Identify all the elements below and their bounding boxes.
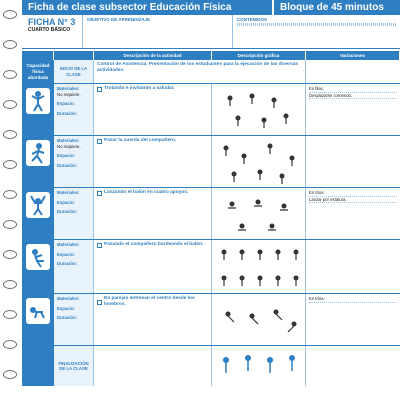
activity-variants <box>306 346 400 386</box>
checkbox-icon[interactable] <box>97 191 102 196</box>
objective-label: OBJETIVO DE APRENDIZAJE <box>87 17 151 22</box>
activity-graphic <box>212 240 306 293</box>
capacity-label: Capacidad física abordada <box>22 60 54 83</box>
ficha-course: CUARTO BÁSICO <box>28 27 71 33</box>
stage-cell <box>22 240 54 293</box>
page-title: Ficha de clase subsector Educación Física <box>28 2 232 13</box>
activity-meta: Materiales: Espacio: Duración: <box>54 294 94 345</box>
activity-row <box>22 294 400 346</box>
running-figure-icon <box>26 140 50 166</box>
binding-ring <box>3 340 17 349</box>
binding-ring <box>3 10 17 19</box>
title-bar <box>22 0 400 15</box>
activity-row <box>22 84 400 136</box>
content-item <box>237 25 396 26</box>
stage-cell <box>22 188 54 239</box>
variant-item: En filas. <box>309 86 397 93</box>
binding-ring <box>3 70 17 79</box>
activity-graphic <box>212 136 306 187</box>
binding-ring <box>3 40 17 49</box>
worksheet <box>22 0 400 400</box>
column-header-graphic: Descripción gráfica <box>212 51 306 60</box>
column-header-variants: Variaciones <box>306 51 400 60</box>
activity-title: Pasar la cuerda del compañero. <box>104 138 177 143</box>
activity-row-end <box>22 346 400 386</box>
activity-description <box>94 294 212 345</box>
activity-variants <box>306 84 400 135</box>
activity-meta: Materiales: No requiere. Espacio: Duración: <box>54 84 94 135</box>
activity-graphic <box>212 84 306 135</box>
spiral-binding <box>0 0 20 400</box>
binding-ring <box>3 100 17 109</box>
sit-up-figure-icon <box>26 244 50 270</box>
variant-item: Lanzar por estatura. <box>309 197 397 204</box>
objective-block <box>82 15 232 48</box>
crawl-figure-icon <box>26 298 50 324</box>
activity-description <box>94 346 212 386</box>
checkbox-icon[interactable] <box>97 243 102 248</box>
activity-row <box>22 240 400 294</box>
binding-ring <box>3 190 17 199</box>
materials-value: No requiere. <box>57 143 81 149</box>
activity-description <box>94 188 212 239</box>
stage-cell <box>22 84 54 135</box>
column-header-description: Descripción de la actividad <box>94 51 212 60</box>
binding-ring <box>3 250 17 259</box>
activity-title: Pasando el compañero bordeando el balón. <box>104 242 204 247</box>
variant-item: En tríos. <box>309 190 397 197</box>
activity-row <box>22 188 400 240</box>
binding-ring <box>3 130 17 139</box>
variant-item: En tríos. <box>309 296 397 303</box>
stretch-figure-icon <box>26 88 50 114</box>
stage-cell <box>22 294 54 345</box>
ficha-number: FICHA N° 3 <box>28 17 76 27</box>
activity-graphic <box>212 346 306 386</box>
activity-description <box>94 136 212 187</box>
activity-variants <box>306 240 400 293</box>
activity-title: Trotando e invitando a saludar. <box>104 86 175 91</box>
activity-meta: Materiales: No requiere. Espacio: Duración: <box>54 136 94 187</box>
binding-ring <box>3 160 17 169</box>
column-header-stage <box>22 51 54 60</box>
binding-ring <box>3 310 17 319</box>
activity-description <box>94 60 306 83</box>
activity-description <box>94 240 212 293</box>
activity-graphic <box>212 188 306 239</box>
materials-value: No requiere. <box>57 91 81 97</box>
ficha-block <box>22 15 82 48</box>
activity-row-start <box>22 60 400 84</box>
arms-up-figure-icon <box>26 192 50 218</box>
info-band <box>22 15 400 49</box>
activity-variants <box>306 60 400 83</box>
column-header-meta <box>54 51 94 60</box>
activity-meta: Materiales: Espacio: Duración: <box>54 188 94 239</box>
stage-cell <box>22 136 54 187</box>
activity-variants <box>306 294 400 345</box>
binding-ring <box>3 220 17 229</box>
contents-block <box>232 15 400 48</box>
binding-ring <box>3 280 17 289</box>
contents-label: CONTENIDOS <box>237 17 268 22</box>
column-headers <box>22 51 400 60</box>
activity-title: Control de Asistencia. Presentación de los estudiantes para la ejecución de las diversas actividades. <box>97 62 299 73</box>
stage-label: FINALIZACIÓN DE LA CLASE <box>54 346 94 386</box>
activity-variants <box>306 188 400 239</box>
activity-variants <box>306 136 400 187</box>
binding-ring <box>3 370 17 379</box>
activity-title: En parejas entrenan el centro desde los hombros. <box>104 296 195 307</box>
checkbox-icon[interactable] <box>97 139 102 144</box>
checkbox-icon[interactable] <box>97 87 102 92</box>
variant-item: Desplazarse corriendo. <box>309 93 397 100</box>
activity-row <box>22 136 400 188</box>
class-duration: Bloque de 45 minutos <box>272 0 400 15</box>
activity-graphic <box>212 294 306 345</box>
activity-title: Lanzando el balón en cuatro apoyos. <box>104 190 189 195</box>
stage-cell <box>22 346 54 386</box>
activity-description <box>94 84 212 135</box>
stage-label: INICIO DE LA CLASE <box>54 60 94 83</box>
checkbox-icon[interactable] <box>97 300 102 305</box>
activity-meta: Materiales: Espacio: Duración: <box>54 240 94 293</box>
